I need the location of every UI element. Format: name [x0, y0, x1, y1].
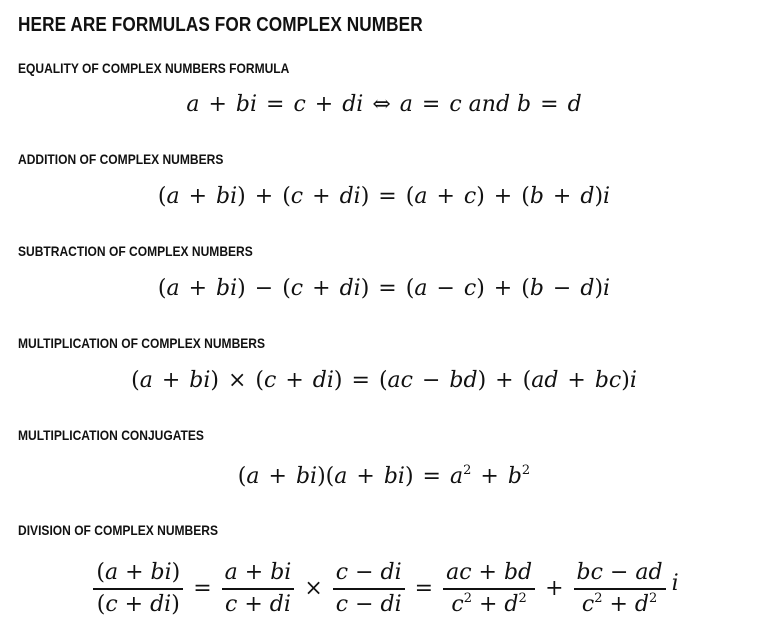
formula-multiplication: (a + bi) × (c + di) = (ac − bd) + (ad + bc)i: [131, 368, 637, 393]
fraction-4-denominator: $c^2 + d^2$: [451, 590, 527, 617]
section-heading-subtraction: SUBTRACTION OF COMPLEX NUMBERS: [18, 243, 253, 259]
formula-addition: (a + bi) + (c + di) = (a + c) + (b + d)i: [157, 184, 611, 209]
fraction-3-numerator: c − di: [335, 560, 402, 585]
formula-conjugates: $(a + bi)(a + bi) = a^2 + b^2$: [237, 463, 531, 489]
fraction-2: [222, 558, 295, 620]
fraction-5-numerator: bc − ad: [576, 560, 663, 585]
page-title: HERE ARE FORMULAS FOR COMPLEX NUMBER: [18, 14, 423, 36]
formula-subtraction: (a + bi) − (c + di) = (a − c) + (b − d)i: [157, 276, 611, 301]
section-heading-conjugates: MULTIPLICATION CONJUGATES: [18, 427, 204, 443]
fraction-5: [574, 558, 666, 620]
section-heading-addition: ADDITION OF COMPLEX NUMBERS: [18, 151, 224, 167]
fraction-3-denominator: c − di: [335, 591, 402, 617]
fraction-2-denominator: c + di: [225, 591, 291, 617]
formula-division: [0, 558, 768, 620]
fraction-2-numerator: a + bi: [224, 560, 292, 585]
fraction-1-numerator: (a + bi): [96, 560, 181, 585]
formula-equality: a + bi = c + di ⇔ a = c and b = d: [186, 92, 582, 117]
fraction-1: [93, 558, 183, 620]
imaginary-unit: i: [671, 571, 679, 597]
fraction-5-denominator: $c^2 + d^2$: [581, 590, 658, 617]
fraction-4: [443, 558, 535, 620]
section-heading-division: DIVISION OF COMPLEX NUMBERS: [18, 522, 219, 538]
fraction-4-numerator: ac + bd: [446, 560, 533, 585]
equals-sign: =: [414, 576, 434, 602]
times-sign: ×: [304, 576, 323, 602]
plus-sign: +: [545, 576, 564, 602]
fraction-1-denominator: (c + di): [96, 591, 180, 617]
fraction-3: [333, 558, 405, 620]
section-heading-equality: EQUALITY OF COMPLEX NUMBERS FORMULA: [18, 60, 290, 76]
equals-sign: =: [193, 576, 212, 602]
section-heading-multiplication: MULTIPLICATION OF COMPLEX NUMBERS: [18, 335, 266, 351]
